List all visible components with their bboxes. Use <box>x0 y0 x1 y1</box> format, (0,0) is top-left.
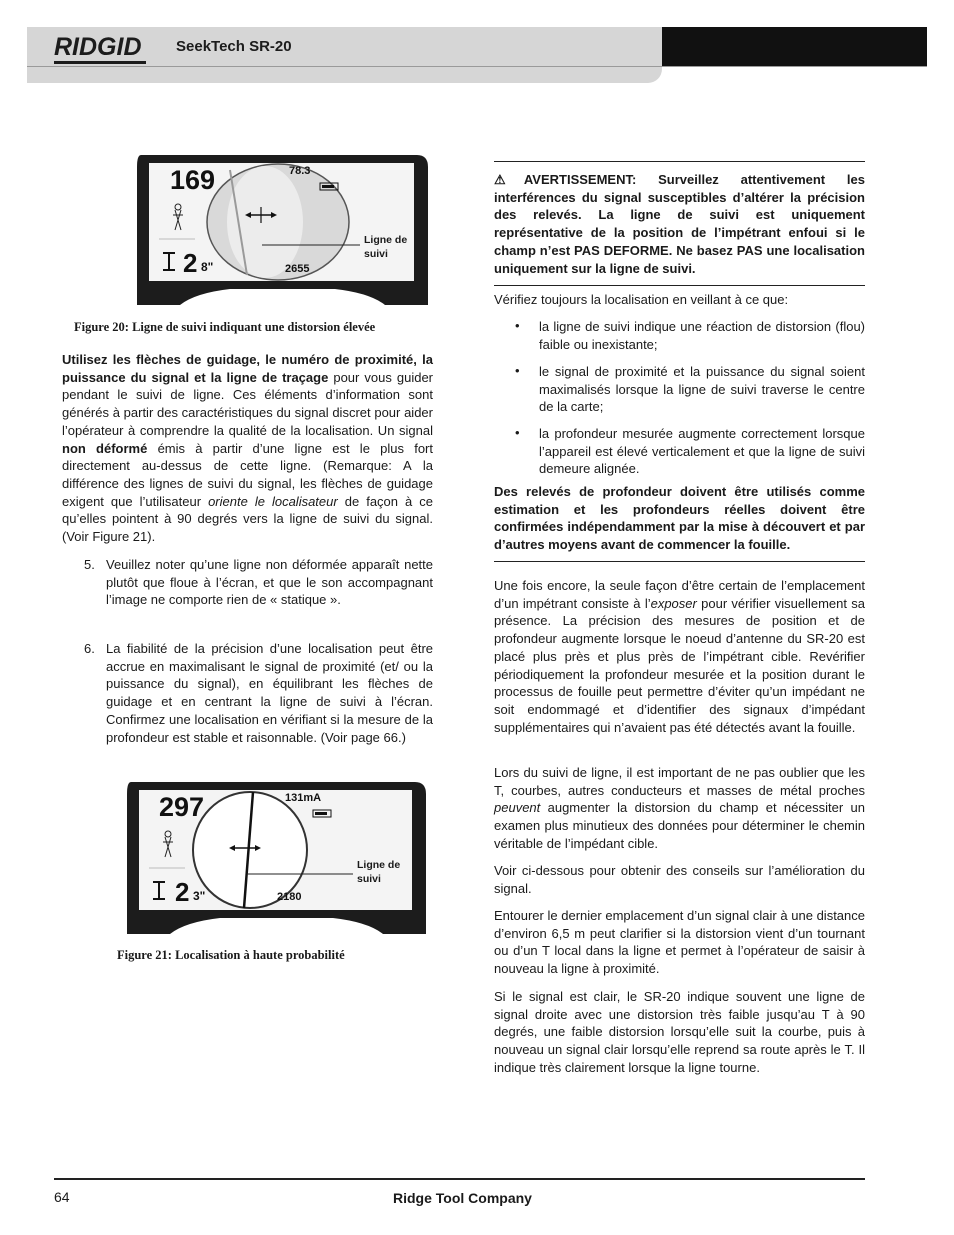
right-paragraph-1: Une fois encore, la seule façon d’être certain de l’emplacement d’un impétrant consiste à l’exposer pour vérifier visuellement sa présence. La précision des mesures de position et de profondeur augmente lorsque le noeud d’antenne du SR-20 est placé plus près et plus près de l’impétrant cible. Revérifier périodiquement la profondeur mesurée et la position durant le processus de fouille peut permettre d’éviter qu’un impédant ne soit endommagé et d’identifier des signaux d’impédant supplémentaires qui n’avaient pas été détectés avant la fouille. <box>494 578 865 735</box>
header-title: SeekTech SR-20 <box>176 38 292 55</box>
figure-20-current: 78.3 <box>289 165 311 177</box>
figure-21-freq: 2180 <box>277 891 302 903</box>
warning-bottom-rule <box>494 285 865 286</box>
figure-20-caption: Figure 20: Ligne de suivi indiquant une distorsion élevée <box>74 320 376 334</box>
bullet-dot-2: • <box>515 363 520 378</box>
bullet-item-2: le signal de proximité et la puissance du signal soient maximalisés lorsque la ligne de suivi traverse le centre de la carte; <box>539 364 865 415</box>
warning-top-rule <box>494 161 865 162</box>
header-rule <box>27 66 927 67</box>
figure-20-proximity: 169 <box>170 165 216 195</box>
figure-21-label: Ligne de suivi <box>357 859 401 885</box>
figure-21-current: 131mA <box>285 792 322 804</box>
list-item-6-number: 6. <box>84 641 95 656</box>
figure-21-depth-inch: 3" <box>193 889 206 903</box>
figure-20-freq: 2655 <box>285 263 310 275</box>
bullet-dot-1: • <box>515 318 520 333</box>
list-item-5: Veuillez noter qu’une ligne non déformée apparaît nette plutôt que floue à l’écran, et que le son accompagnant l’image ne comporte rien de « statique ». <box>106 557 433 608</box>
figure-20-depth: 2 <box>183 248 198 278</box>
figure-21-proximity: 297 <box>159 792 205 822</box>
warning-icon: ⚠ <box>494 172 524 187</box>
ridgid-logo: RIDGID <box>54 33 142 61</box>
verify-intro: Vérifiez toujours la localisation en veillant à ce que: <box>494 292 789 307</box>
warning-text: ⚠AVERTISSEMENT: Surveillez attentivement les interférences du signal susceptibles d’altérer la précision des relevés. La ligne de suivi est uniquement représentative de la position de l’impétrant enfoui si le champ n’est PAS DEFORME. Ne basez PAS une localisation uniquement sur la ligne de suivi. <box>494 172 866 276</box>
logo-underline <box>54 61 146 64</box>
guidance-paragraph: Utilisez les flèches de guidage, le numéro de proximité, la puissance du signal et la ligne de traçage pour vous guider pendant le suivi de ligne. Ces éléments d’information sont générés à partir des caractéristiques du signal discret pour aider l’opérateur à comprendre la qualité de la localisation. Un signal non déformé émis à partir d’une ligne est le plus fort directement au-dessus de cette ligne. (Remarque: A la différence des lignes de suivi du signal, les flèches de guidage exigent que l’utilisateur oriente le localisateur de façon à ce qu’elles pointent à 90 degrés vers la ligne de suivi du signal. (Voir Figure 21). <box>62 352 433 545</box>
list-item-5-number: 5. <box>84 557 95 572</box>
bullet-item-3: la profondeur mesurée augmente correctement lorsque l’appareil est élevé verticalement et que la ligne de suivi demeure alignée. <box>539 426 865 477</box>
header-dark-block <box>662 27 927 66</box>
figure-20-screen <box>135 155 430 305</box>
figure-20-label: Ligne de suivi <box>364 234 408 260</box>
right-paragraph-4: Entourer le dernier emplacement d’un signal clair à une distance d’environ 6,5 m peut clarifier si la distorsion vient d’un tournant ou d’un T local dans la ligne et permet à l’opérateur de saisir à nouveau la ligne à proximité. <box>494 908 865 977</box>
right-paragraph-5: Si le signal est clair, le SR-20 indique souvent une ligne de signal droite avec une distorsion très faible jusqu’au T à 90 degrés, une faible distorsion lorsqu’elle suit la courbe, puis à nouveau un signal clair lorsqu’elle reprend sa route après le T. Il indique très clairement lorsque la ligne tourne. <box>494 989 865 1075</box>
list-item-6: La fiabilité de la précision d’une localisation peut être accrue en maximalisant le signal de proximité (et/ ou la puissance du signal), en équilibrant les flèches de guidage et en centrant la ligne de suivi à l’écran. Confirmez une localisation en vérifiant si la mesure de la profondeur est stable et raisonnable. (Voir page 66.) <box>106 641 433 745</box>
figure-21-caption: Figure 21: Localisation à haute probabilité <box>117 948 345 962</box>
bullet-dot-3: • <box>515 425 520 440</box>
footer-rule <box>54 1178 865 1180</box>
bullet-item-1: la ligne de suivi indique une réaction de distorsion (flou) faible ou inexistante; <box>539 319 865 352</box>
footer-company: Ridge Tool Company <box>393 1190 532 1206</box>
depth-note: Des relevés de profondeur doivent être utilisés comme estimation et les profondeurs réelles doivent être confirmées indépendamment par la mise à découvert et par d’autres moyens avant de commencer la fouille. <box>494 484 865 553</box>
note-bottom-rule <box>494 561 865 562</box>
right-paragraph-2: Lors du suivi de ligne, il est important de ne pas oublier que les T, courbes, autres conducteurs et masses de métal proches peuvent augmenter la distorsion du champ et nécessiter un examen plus minutieux des données pour déterminer le chemin véritable de l’impédant cible. <box>494 765 865 851</box>
figure-21-depth: 2 <box>175 877 190 907</box>
page-number: 64 <box>54 1189 70 1205</box>
right-paragraph-3: Voir ci-dessous pour obtenir des conseils sur l’amélioration du signal. <box>494 863 865 896</box>
figure-20-depth-inch: 8" <box>201 260 214 274</box>
